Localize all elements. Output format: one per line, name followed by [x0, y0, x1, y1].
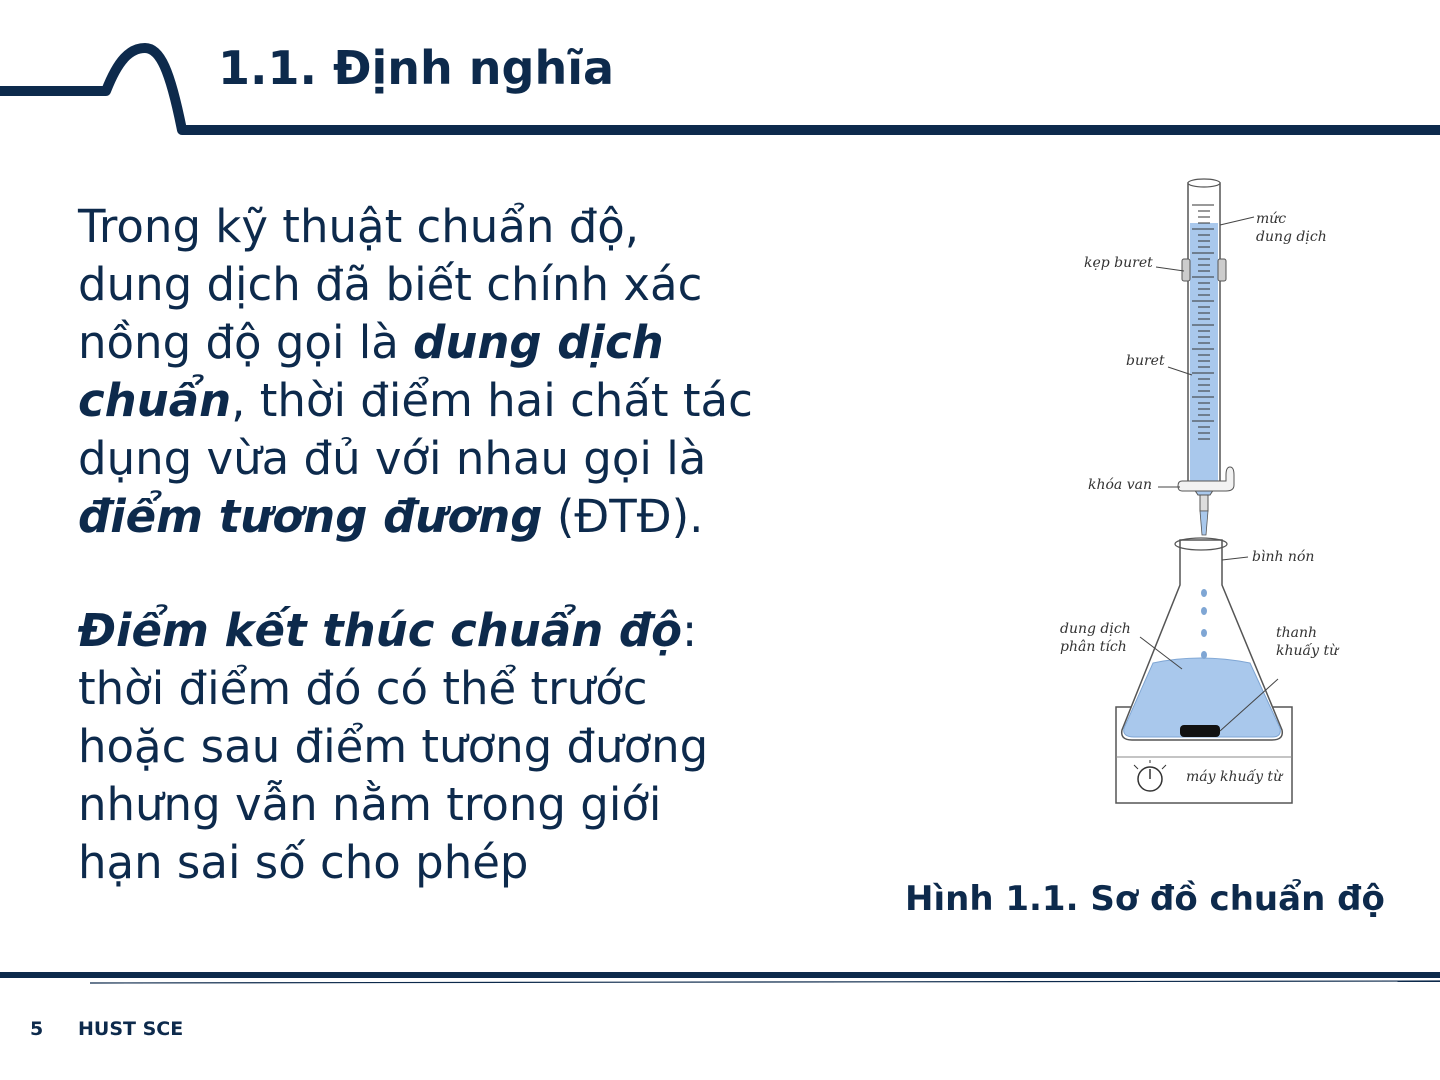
label-thanh-2: khuấy từ: [1276, 643, 1339, 659]
term-standard-solution: dung dịch chuẩn: [78, 316, 664, 427]
label-thanh-1: thanh: [1276, 625, 1318, 641]
definition-text-c: (ĐTĐ).: [542, 490, 704, 543]
label-binh-non: bình nón: [1252, 549, 1315, 565]
organization-name: HUST SCE: [78, 1018, 184, 1040]
definition-text-a: Trong kỹ thuật chuẩn độ, dung dịch đã biết chính xác nồng độ gọi là: [78, 200, 703, 369]
label-muc-2: dung dịch: [1256, 229, 1327, 245]
endpoint-text: : thời điểm đó có thể trước hoặc sau điểm tương đương nhưng vẫn nằm trong giới hạn sai số cho phép: [78, 604, 709, 889]
label-dung-dich-2: phân tích: [1060, 639, 1127, 655]
stir-bar: [1180, 725, 1220, 737]
term-endpoint: Điểm kết thúc chuẩn độ: [78, 604, 683, 657]
buret-clamp: [1182, 259, 1190, 281]
body-text: [78, 198, 758, 892]
definition-text-b: , thời điểm hai chất tác dụng vừa đủ với nhau gọi là: [78, 374, 753, 485]
label-buret: buret: [1126, 353, 1165, 369]
header-decoration: [0, 0, 1440, 150]
label-may-khuay-tu: máy khuấy từ: [1186, 769, 1283, 785]
label-kep-buret: kẹp buret: [1084, 255, 1153, 271]
figure-caption: Hình 1.1. Sơ đồ chuẩn độ: [905, 879, 1385, 919]
endpoint-paragraph: [78, 602, 758, 892]
stopcock: [1200, 495, 1208, 511]
definition-paragraph: [78, 198, 758, 546]
footer-decoration: [0, 970, 1440, 986]
label-khoa-van: khóa van: [1088, 477, 1152, 493]
buret-liquid: [1190, 223, 1218, 483]
label-dung-dich-1: dung dịch: [1060, 621, 1131, 637]
page-number: 5: [30, 1018, 44, 1040]
label-muc-1: mức: [1256, 211, 1287, 227]
slide-title: 1.1. Định nghĩa: [218, 41, 615, 95]
term-equivalence-point: điểm tương đương: [78, 490, 543, 543]
titration-diagram: [1050, 175, 1380, 815]
